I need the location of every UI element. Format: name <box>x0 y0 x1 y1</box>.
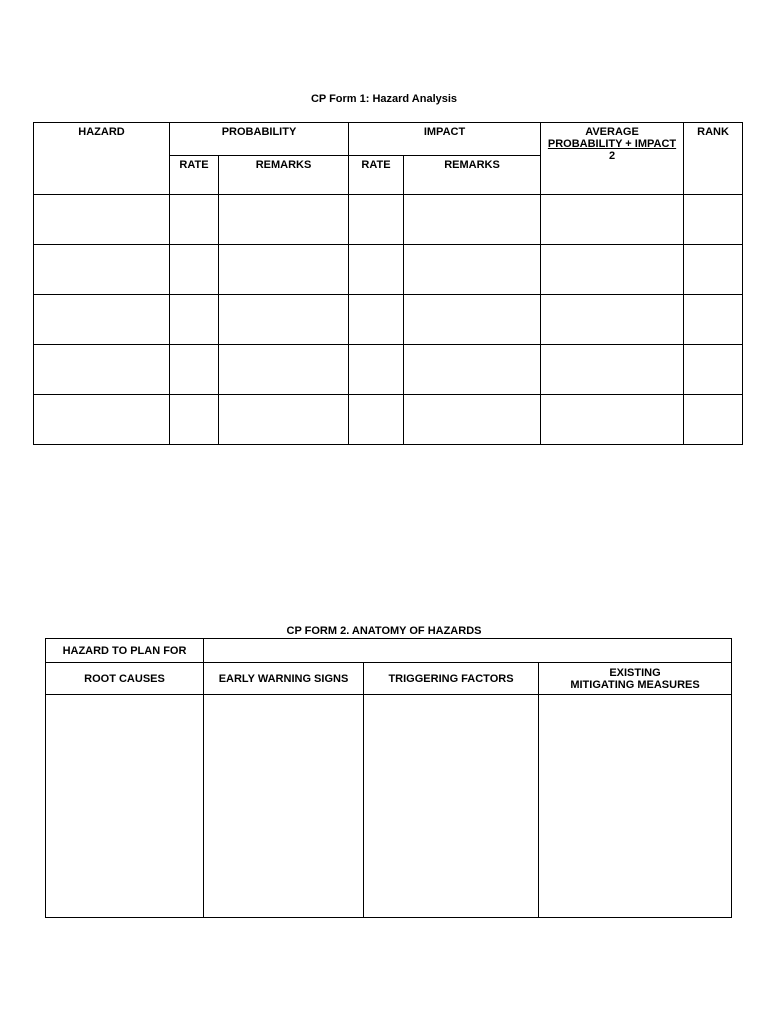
hazard-to-plan-field[interactable] <box>204 639 732 663</box>
impact-rate-cell[interactable] <box>349 295 404 345</box>
average-cell[interactable] <box>541 295 684 345</box>
early-warning-signs-cell[interactable] <box>204 695 364 918</box>
hazard-cell[interactable] <box>34 295 170 345</box>
impact-remarks-cell[interactable] <box>404 245 541 295</box>
impact-header: IMPACT <box>349 123 541 156</box>
form2-title: CP FORM 2. ANATOMY OF HAZARDS <box>286 625 482 637</box>
rank-cell[interactable] <box>684 395 743 445</box>
probability-remarks-cell[interactable] <box>219 345 349 395</box>
probability-rate-cell[interactable] <box>170 295 219 345</box>
impact-rate-cell[interactable] <box>349 245 404 295</box>
impact-remarks-cell[interactable] <box>404 395 541 445</box>
average-cell[interactable] <box>541 195 684 245</box>
hazard-to-plan-label: HAZARD TO PLAN FOR <box>46 639 204 663</box>
anatomy-of-hazards-table <box>45 638 732 918</box>
rank-cell[interactable] <box>684 345 743 395</box>
hazard-cell[interactable] <box>34 345 170 395</box>
table-row <box>34 295 743 345</box>
root-causes-cell[interactable] <box>46 695 204 918</box>
rank-cell[interactable] <box>684 245 743 295</box>
table-row <box>34 345 743 395</box>
hazard-analysis-table <box>33 122 743 445</box>
impact-remarks-cell[interactable] <box>404 295 541 345</box>
probability-rate-cell[interactable] <box>170 245 219 295</box>
probability-remarks-cell[interactable] <box>219 195 349 245</box>
probability-rate-header: RATE <box>170 156 219 195</box>
hazard-cell[interactable] <box>34 395 170 445</box>
rank-cell[interactable] <box>684 195 743 245</box>
average-formula: PROBABILITY + IMPACT <box>547 138 677 150</box>
average-header: AVERAGE PROBABILITY + IMPACT 2 <box>541 123 684 195</box>
early-warning-signs-header: EARLY WARNING SIGNS <box>204 663 364 695</box>
existing-mitigating-measures-header: EXISTING MITIGATING MEASURES <box>539 663 732 695</box>
form1-title: CP Form 1: Hazard Analysis <box>310 93 458 105</box>
average-cell[interactable] <box>541 395 684 445</box>
triggering-factors-cell[interactable] <box>364 695 539 918</box>
probability-remarks-cell[interactable] <box>219 295 349 345</box>
probability-remarks-header: REMARKS <box>219 156 349 195</box>
probability-remarks-cell[interactable] <box>219 245 349 295</box>
probability-rate-cell[interactable] <box>170 195 219 245</box>
table-row <box>34 395 743 445</box>
impact-rate-cell[interactable] <box>349 345 404 395</box>
impact-rate-cell[interactable] <box>349 195 404 245</box>
average-cell[interactable] <box>541 345 684 395</box>
impact-remarks-cell[interactable] <box>404 345 541 395</box>
hazard-cell[interactable] <box>34 195 170 245</box>
rank-header: RANK <box>684 123 743 195</box>
probability-rate-cell[interactable] <box>170 345 219 395</box>
impact-rate-header: RATE <box>349 156 404 195</box>
table-row <box>34 195 743 245</box>
impact-remarks-header: REMARKS <box>404 156 541 195</box>
impact-rate-cell[interactable] <box>349 395 404 445</box>
average-divisor: 2 <box>608 150 616 162</box>
triggering-factors-header: TRIGGERING FACTORS <box>364 663 539 695</box>
probability-rate-cell[interactable] <box>170 395 219 445</box>
probability-header: PROBABILITY <box>170 123 349 156</box>
probability-remarks-cell[interactable] <box>219 395 349 445</box>
hazard-cell[interactable] <box>34 245 170 295</box>
rank-cell[interactable] <box>684 295 743 345</box>
average-cell[interactable] <box>541 245 684 295</box>
impact-remarks-cell[interactable] <box>404 195 541 245</box>
mitigating-measures-cell[interactable] <box>539 695 732 918</box>
table-row <box>34 245 743 295</box>
root-causes-header: ROOT CAUSES <box>46 663 204 695</box>
hazard-header: HAZARD <box>34 123 170 195</box>
